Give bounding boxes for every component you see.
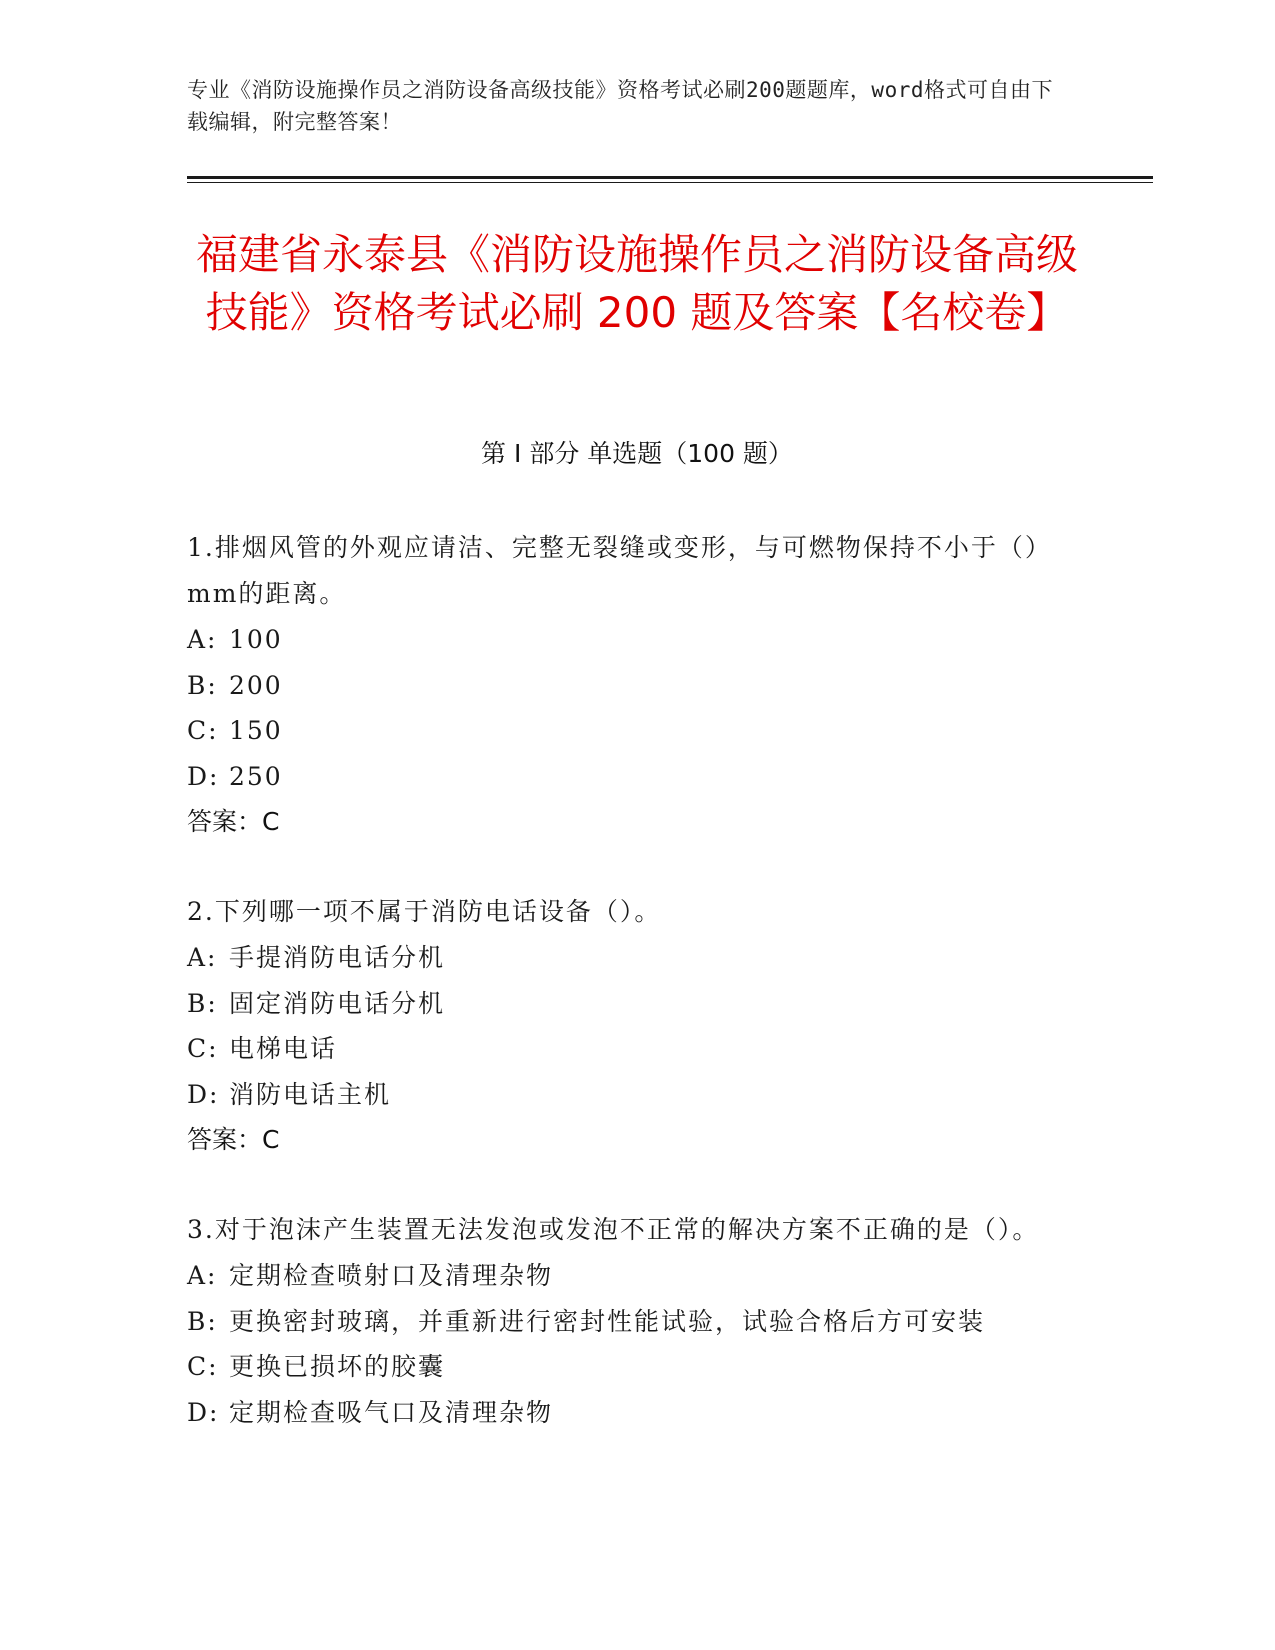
option-b: [187, 981, 1067, 1027]
option-text: 200: [229, 670, 283, 700]
option-letter: B:: [187, 988, 218, 1018]
header-divider-thick: [187, 176, 1153, 179]
option-letter: C:: [187, 716, 219, 745]
answer-line: 答案：C: [187, 807, 280, 836]
option-text: 100: [229, 625, 283, 654]
question-stem: 1.排烟风管的外观应请洁、完整无裂缝或变形，与可燃物保持不小于（）mm的距离。: [187, 533, 1052, 608]
option-c: [187, 708, 1067, 754]
section-title: 第 I 部分 单选题（100 题）: [481, 439, 793, 468]
question-2: [187, 889, 1067, 1163]
question-stem: 3.对于泡沫产生装置无法发泡或发泡不正常的解决方案不正确的是（）。: [187, 1215, 1040, 1244]
option-d: [187, 754, 1067, 800]
option-c: [187, 1026, 1067, 1072]
option-letter: D:: [187, 761, 220, 791]
option-letter: A:: [187, 1261, 218, 1290]
answer-line: 答案：C: [187, 1125, 280, 1154]
option-a: [187, 617, 1067, 663]
question-1: [187, 525, 1067, 845]
option-letter: B:: [187, 1306, 218, 1336]
option-text: 更换已损坏的胶囊: [229, 1352, 446, 1381]
option-b: [187, 663, 1067, 709]
option-text: 消防电话主机: [229, 1079, 392, 1109]
option-text: 电梯电话: [229, 1034, 338, 1063]
option-letter: B:: [187, 670, 218, 700]
option-a: [187, 935, 1067, 981]
option-text: 250: [229, 761, 283, 791]
option-letter: C:: [187, 1034, 219, 1063]
option-a: [187, 1253, 1067, 1299]
option-d: [187, 1072, 1067, 1118]
document-title: 福建省永泰县《消防设施操作员之消防设备高级技能》资格考试必刷 200 题及答案【名校卷】: [195, 230, 1078, 337]
option-letter: A:: [187, 625, 218, 654]
header-note: 专业《消防设施操作员之消防设备高级技能》资格考试必刷200题题库，word格式可自由下载编辑，附完整答案！: [187, 78, 1053, 134]
option-letter: D:: [187, 1079, 220, 1109]
option-b: [187, 1299, 1067, 1345]
header-divider-thin: [187, 182, 1153, 183]
option-letter: C:: [187, 1352, 219, 1381]
option-text: 150: [229, 716, 283, 745]
option-text: 定期检查吸气口及清理杂物: [229, 1397, 554, 1427]
question-3: [187, 1207, 1067, 1435]
question-stem: 2.下列哪一项不属于消防电话设备（）。: [187, 897, 662, 926]
option-text: 固定消防电话分机: [229, 988, 446, 1018]
option-letter: D:: [187, 1397, 220, 1427]
option-text: 手提消防电话分机: [229, 943, 446, 972]
option-text: 更换密封玻璃，并重新进行密封性能试验，试验合格后方可安装: [229, 1306, 986, 1336]
option-letter: A:: [187, 943, 218, 972]
question-list: [187, 525, 1067, 1479]
option-text: 定期检查喷射口及清理杂物: [229, 1261, 554, 1290]
option-c: [187, 1344, 1067, 1390]
option-d: [187, 1390, 1067, 1436]
